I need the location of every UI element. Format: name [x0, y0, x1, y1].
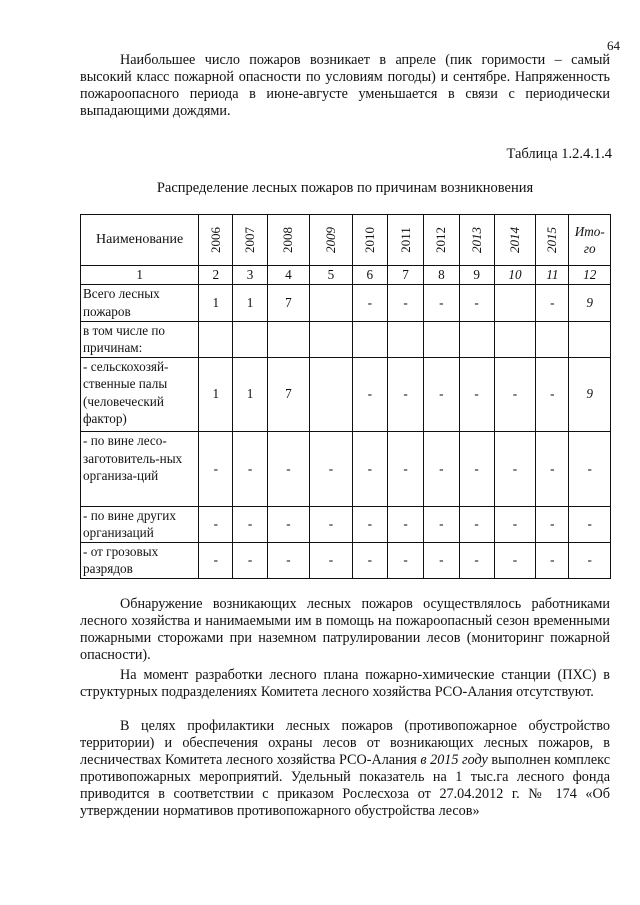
- column-header-year: 2008: [267, 215, 310, 266]
- paragraph-emphasis: в 2015 году: [420, 752, 488, 768]
- table-cell: -: [267, 432, 310, 506]
- table-label: Таблица 1.2.4.1.4: [506, 146, 612, 162]
- table-cell-total: [569, 321, 611, 357]
- column-number: 9: [459, 266, 494, 285]
- table-cell: [459, 321, 494, 357]
- table-cell: 7: [267, 285, 310, 321]
- table-cell-total: -: [569, 432, 611, 506]
- table-cell: -: [352, 432, 387, 506]
- table-cell: -: [310, 542, 353, 578]
- table-cell: -: [199, 432, 233, 506]
- table-cell: -: [459, 285, 494, 321]
- table-cell: [199, 321, 233, 357]
- table-cell: -: [199, 506, 233, 542]
- table-cell: -: [536, 285, 569, 321]
- paragraph-text: выполнен комплекс противопожарных мероприятий. Удельный показатель на 1 тыс.га лесного фонда приводится в соответствии с приказом Рослесхоза от 27.04.2012 г. № 174 «Об утверждении нормативов противопожарного обустройства лесов»: [80, 752, 611, 819]
- table-cell: -: [459, 432, 494, 506]
- paragraph-fire-seasonality: [80, 52, 610, 120]
- column-header-total: Ито- го: [569, 215, 611, 266]
- table-cell: [387, 321, 423, 357]
- column-header-year: 2010: [352, 215, 387, 266]
- table-cell: -: [352, 357, 387, 431]
- table-cell: -: [424, 285, 459, 321]
- table-cell: [352, 321, 387, 357]
- fire-causes-table: [80, 214, 611, 579]
- table-cell: -: [424, 542, 459, 578]
- table-row-logging-companies: [81, 432, 611, 506]
- column-number: 7: [387, 266, 423, 285]
- table-cell: 1: [199, 357, 233, 431]
- column-number: 5: [310, 266, 353, 285]
- table-cell: [494, 321, 535, 357]
- paragraph-text: В целях профилактики лесных пожаров (противопожарное обустройство территории) и обеспечения охраны лесов от возникающих лесных пожаров, в лесничествах Комитета лесного хозяйства РСО-Алания: [80, 718, 610, 768]
- row-label: - по вине других организаций: [81, 506, 199, 542]
- table-cell-total: -: [569, 506, 611, 542]
- table-cell: [424, 321, 459, 357]
- table-cell: -: [352, 285, 387, 321]
- table-cell: [233, 321, 267, 357]
- table-cell: -: [310, 432, 353, 506]
- column-header-year: 2009: [310, 215, 353, 266]
- table-header-row: [81, 215, 611, 266]
- table-cell: [536, 321, 569, 357]
- table-row-by-cause: [81, 321, 611, 357]
- table-cell: 1: [233, 285, 267, 321]
- table-cell: -: [233, 506, 267, 542]
- table-cell: [310, 357, 353, 431]
- table-cell: -: [536, 357, 569, 431]
- table-cell: -: [424, 506, 459, 542]
- paragraph-fire-detection: [80, 596, 610, 664]
- paragraph-fire-prevention: [80, 718, 610, 820]
- column-header-name: Наименование: [81, 215, 199, 266]
- row-label: - сельскохозяй-ственные палы (человеческий фактор): [81, 357, 199, 431]
- table-cell: -: [424, 432, 459, 506]
- table-cell: -: [233, 432, 267, 506]
- table-cell: -: [267, 506, 310, 542]
- column-header-year: 2006: [199, 215, 233, 266]
- column-number: 1: [81, 266, 199, 285]
- row-label: - от грозовых разрядов: [81, 542, 199, 578]
- table-cell: -: [494, 542, 535, 578]
- table-cell: -: [536, 432, 569, 506]
- table-cell: -: [387, 285, 423, 321]
- table-cell: -: [494, 357, 535, 431]
- column-header-year: 2013: [459, 215, 494, 266]
- table-cell: -: [459, 506, 494, 542]
- paragraph-text: На момент разработки лесного плана пожарно-химические станции (ПХС) в структурных подразделениях Комитета лесного хозяйства РСО-Алания отсутствуют.: [80, 667, 610, 700]
- table-row-other-organizations: [81, 506, 611, 542]
- column-number: 6: [352, 266, 387, 285]
- table-row-agricultural-burning: [81, 357, 611, 431]
- paragraph-text: Обнаружение возникающих лесных пожаров осуществлялось работниками лесного хозяйства и нанимаемыми им в помощь на пожароопасный сезон временными пожарными сторожами при наземном патрулировании лесов (мониторинг пожарной опасности).: [80, 596, 610, 663]
- table-cell: 7: [267, 357, 310, 431]
- table-cell: -: [459, 542, 494, 578]
- row-label: - по вине лесо-заготовитель-ных организа-ций: [81, 432, 199, 506]
- table-cell-total: 9: [569, 285, 611, 321]
- table-cell: [267, 321, 310, 357]
- column-header-year: 2015: [536, 215, 569, 266]
- row-label: в том числе по причинам:: [81, 321, 199, 357]
- table-title: Распределение лесных пожаров по причинам возникновения: [156, 180, 534, 196]
- table-cell: -: [199, 542, 233, 578]
- table-row-total-fires: [81, 285, 611, 321]
- table-cell: -: [536, 506, 569, 542]
- table-cell: -: [424, 357, 459, 431]
- table-cell: -: [233, 542, 267, 578]
- table-cell: -: [494, 432, 535, 506]
- table-cell-total: -: [569, 542, 611, 578]
- table-cell: 1: [199, 285, 233, 321]
- column-number: 4: [267, 266, 310, 285]
- table-cell: -: [494, 506, 535, 542]
- table-cell-total: 9: [569, 357, 611, 431]
- column-header-year: 2011: [387, 215, 423, 266]
- paragraph-text: Наибольшее число пожаров возникает в апреле (пик горимости – самый высокий класс пожарной опасности по условиям погоды) и сентябре. Напряженность пожароопасного периода в июне-августе уменьшается в связи с периодически выпадающими дождями.: [80, 52, 610, 119]
- table-cell: -: [536, 542, 569, 578]
- table-cell: -: [267, 542, 310, 578]
- table-cell: [494, 285, 535, 321]
- page-number: 64: [607, 38, 620, 53]
- table-cell: -: [387, 506, 423, 542]
- table-cell: -: [387, 432, 423, 506]
- table-cell: -: [387, 357, 423, 431]
- table-cell: [310, 285, 353, 321]
- table-cell: 1: [233, 357, 267, 431]
- column-number: 2: [199, 266, 233, 285]
- table-cell: -: [352, 506, 387, 542]
- column-numbers-row: [81, 266, 611, 285]
- column-number: 10: [494, 266, 535, 285]
- column-header-year: 2007: [233, 215, 267, 266]
- table-cell: -: [387, 542, 423, 578]
- table-cell: -: [459, 357, 494, 431]
- column-header-year: 2012: [424, 215, 459, 266]
- paragraph-fire-stations: [80, 667, 610, 701]
- table-row-lightning: [81, 542, 611, 578]
- column-number: 8: [424, 266, 459, 285]
- column-number: 11: [536, 266, 569, 285]
- table-cell: -: [310, 506, 353, 542]
- table-cell: -: [352, 542, 387, 578]
- row-label: Всего лесных пожаров: [81, 285, 199, 321]
- column-header-year: 2014: [494, 215, 535, 266]
- table-cell: [310, 321, 353, 357]
- column-number: 12: [569, 266, 611, 285]
- column-number: 3: [233, 266, 267, 285]
